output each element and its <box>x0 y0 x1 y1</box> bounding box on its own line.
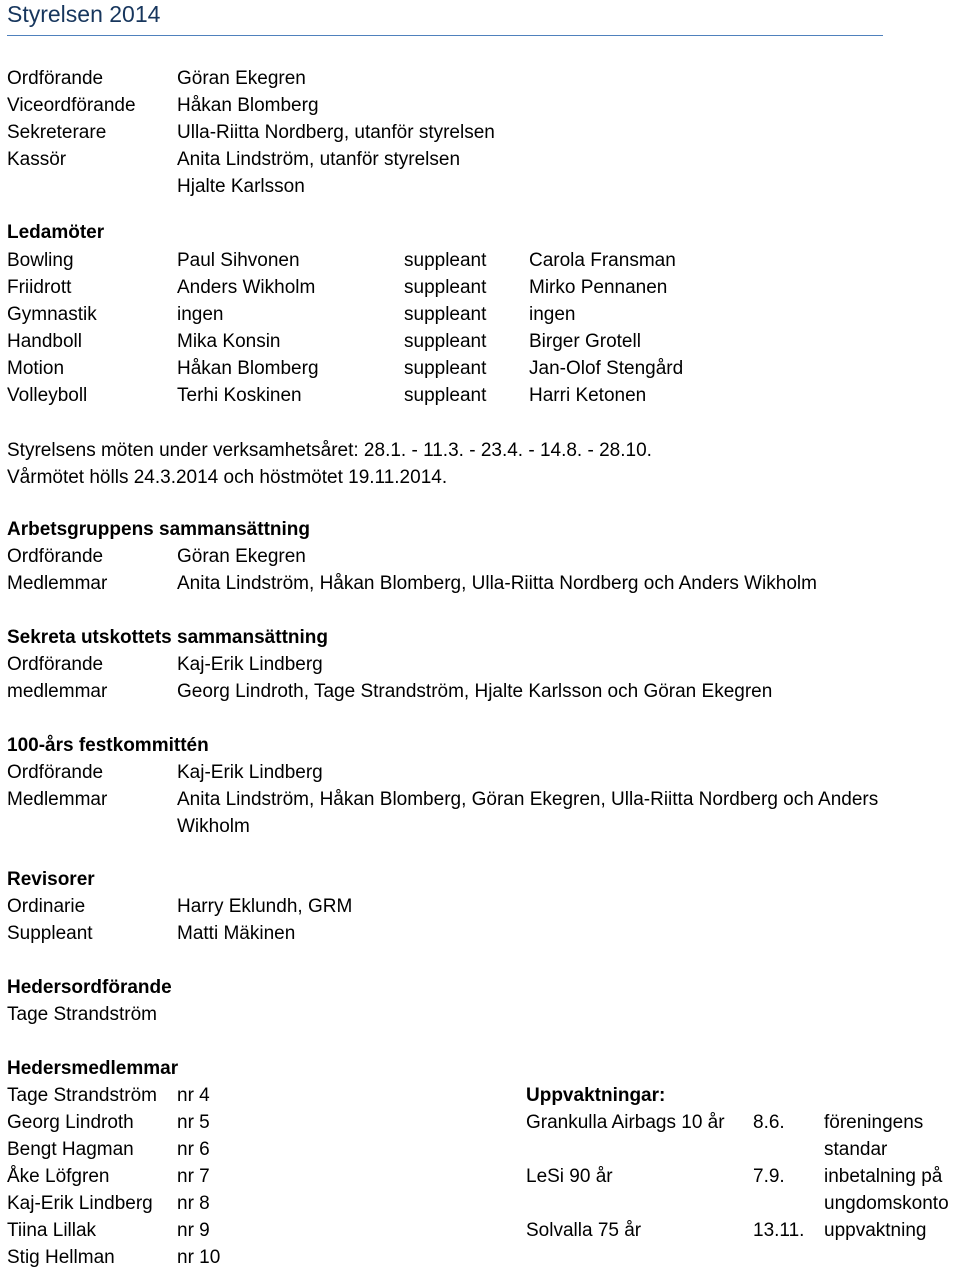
officer-name: Göran Ekegren <box>177 68 306 89</box>
honorary-member-number: nr 7 <box>177 1166 210 1187</box>
officer-role: Ordförande <box>7 68 104 89</box>
meetings-line: Styrelsens möten under verksamhetsåret: 28.1. - 11.3. - 23.4. - 14.8. - 28.10. <box>7 440 652 461</box>
deputy-name: Birger Grotell <box>529 331 641 352</box>
officer-role: Sekreterare <box>7 122 107 143</box>
section-name: Motion <box>7 358 65 379</box>
officer-role: Kassör <box>7 149 67 170</box>
deputy-name: ingen <box>529 304 576 325</box>
title-underline <box>7 35 883 36</box>
honorary-member-name: Kaj-Erik Lindberg <box>7 1193 153 1214</box>
event-gift: föreningens <box>824 1112 924 1133</box>
deputy-name: Jan-Olof Stengård <box>529 358 684 379</box>
member-name: Håkan Blomberg <box>177 358 319 379</box>
chair-name: Kaj-Erik Lindberg <box>177 762 323 783</box>
suppleant-label: suppleant <box>404 358 487 379</box>
hedersordforande-heading: Hedersordförande <box>7 977 172 998</box>
members-list: Georg Lindroth, Tage Strandström, Hjalte Karlsson och Göran Ekegren <box>177 681 773 702</box>
hedersmedlemmar-heading: Hedersmedlemmar <box>7 1058 179 1079</box>
honorary-member-number: nr 9 <box>177 1220 210 1241</box>
chair-name: Göran Ekegren <box>177 546 306 567</box>
role-label: Ordinarie <box>7 896 86 917</box>
role-label: Medlemmar <box>7 573 108 594</box>
event-date: 8.6. <box>753 1112 785 1133</box>
member-name: Mika Konsin <box>177 331 281 352</box>
event-gift: inbetalning på <box>824 1166 943 1187</box>
honorary-member-number: nr 10 <box>177 1247 221 1268</box>
event-date: 13.11. <box>753 1220 805 1241</box>
honorary-member-name: Bengt Hagman <box>7 1139 134 1160</box>
section-name: Volleyboll <box>7 385 88 406</box>
uppvaktningar-heading: Uppvaktningar: <box>526 1085 666 1106</box>
event-date: 7.9. <box>753 1166 785 1187</box>
role-label: Ordförande <box>7 654 104 675</box>
honorary-member-name: Georg Lindroth <box>7 1112 134 1133</box>
event-gift: uppvaktning <box>824 1220 927 1241</box>
section-name: Handboll <box>7 331 82 352</box>
ledamoter-heading: Ledamöter <box>7 222 105 243</box>
honorary-member-number: nr 8 <box>177 1193 210 1214</box>
officer-role: Viceordförande <box>7 95 136 116</box>
officer-name: Håkan Blomberg <box>177 95 319 116</box>
role-label: medlemmar <box>7 681 108 702</box>
chair-name: Kaj-Erik Lindberg <box>177 654 323 675</box>
festkommitte-heading: 100-års festkommittén <box>7 735 209 756</box>
event-gift-continued: standar <box>824 1139 888 1160</box>
honorary-member-number: nr 6 <box>177 1139 210 1160</box>
members-list: Anita Lindström, Håkan Blomberg, Ulla-Riitta Nordberg och Anders Wikholm <box>177 573 817 594</box>
role-label: Ordförande <box>7 546 104 567</box>
member-name: Paul Sihvonen <box>177 250 300 271</box>
section-name: Gymnastik <box>7 304 97 325</box>
officer-name: Ulla-Riitta Nordberg, utanför styrelsen <box>177 122 495 143</box>
members-list: Anita Lindström, Håkan Blomberg, Göran Ekegren, Ulla-Riitta Nordberg och Anders <box>177 789 879 810</box>
honorary-member-name: Tage Strandström <box>7 1085 157 1106</box>
revisorer-heading: Revisorer <box>7 869 95 890</box>
suppleant-label: suppleant <box>404 277 487 298</box>
auditor-name: Harry Eklundh, GRM <box>177 896 353 917</box>
member-name: Terhi Koskinen <box>177 385 302 406</box>
suppleant-label: suppleant <box>404 385 487 406</box>
honorary-member-number: nr 5 <box>177 1112 210 1133</box>
deputy-name: Carola Fransman <box>529 250 676 271</box>
event-gift-continued: ungdomskonto <box>824 1193 949 1214</box>
officer-name: Hjalte Karlsson <box>177 176 305 197</box>
event-name: LeSi 90 år <box>526 1166 613 1187</box>
role-label: Ordförande <box>7 762 104 783</box>
honorary-member-name: Åke Löfgren <box>7 1166 110 1187</box>
suppleant-label: suppleant <box>404 304 487 325</box>
arbetsgrupp-heading: Arbetsgruppens sammansättning <box>7 519 310 540</box>
suppleant-label: suppleant <box>404 331 487 352</box>
meetings-line: Vårmötet hölls 24.3.2014 och höstmötet 19.11.2014. <box>7 467 448 488</box>
role-label: Medlemmar <box>7 789 108 810</box>
section-name: Friidrott <box>7 277 72 298</box>
page-title: Styrelsen 2014 <box>7 1 161 27</box>
deputy-name: Harri Ketonen <box>529 385 647 406</box>
members-list-continued: Wikholm <box>177 816 250 837</box>
section-name: Bowling <box>7 250 74 271</box>
honorary-member-name: Stig Hellman <box>7 1247 115 1268</box>
auditor-name: Matti Mäkinen <box>177 923 296 944</box>
member-name: Anders Wikholm <box>177 277 316 298</box>
deputy-name: Mirko Pennanen <box>529 277 668 298</box>
honorary-member-number: nr 4 <box>177 1085 210 1106</box>
event-name: Solvalla 75 år <box>526 1220 642 1241</box>
member-name: ingen <box>177 304 224 325</box>
honorary-chair-name: Tage Strandström <box>7 1004 157 1025</box>
role-label: Suppleant <box>7 923 93 944</box>
honorary-member-name: Tiina Lillak <box>7 1220 97 1241</box>
officer-name: Anita Lindström, utanför styrelsen <box>177 149 461 170</box>
suppleant-label: suppleant <box>404 250 487 271</box>
event-name: Grankulla Airbags 10 år <box>526 1112 725 1133</box>
sekreta-heading: Sekreta utskottets sammansättning <box>7 627 328 648</box>
